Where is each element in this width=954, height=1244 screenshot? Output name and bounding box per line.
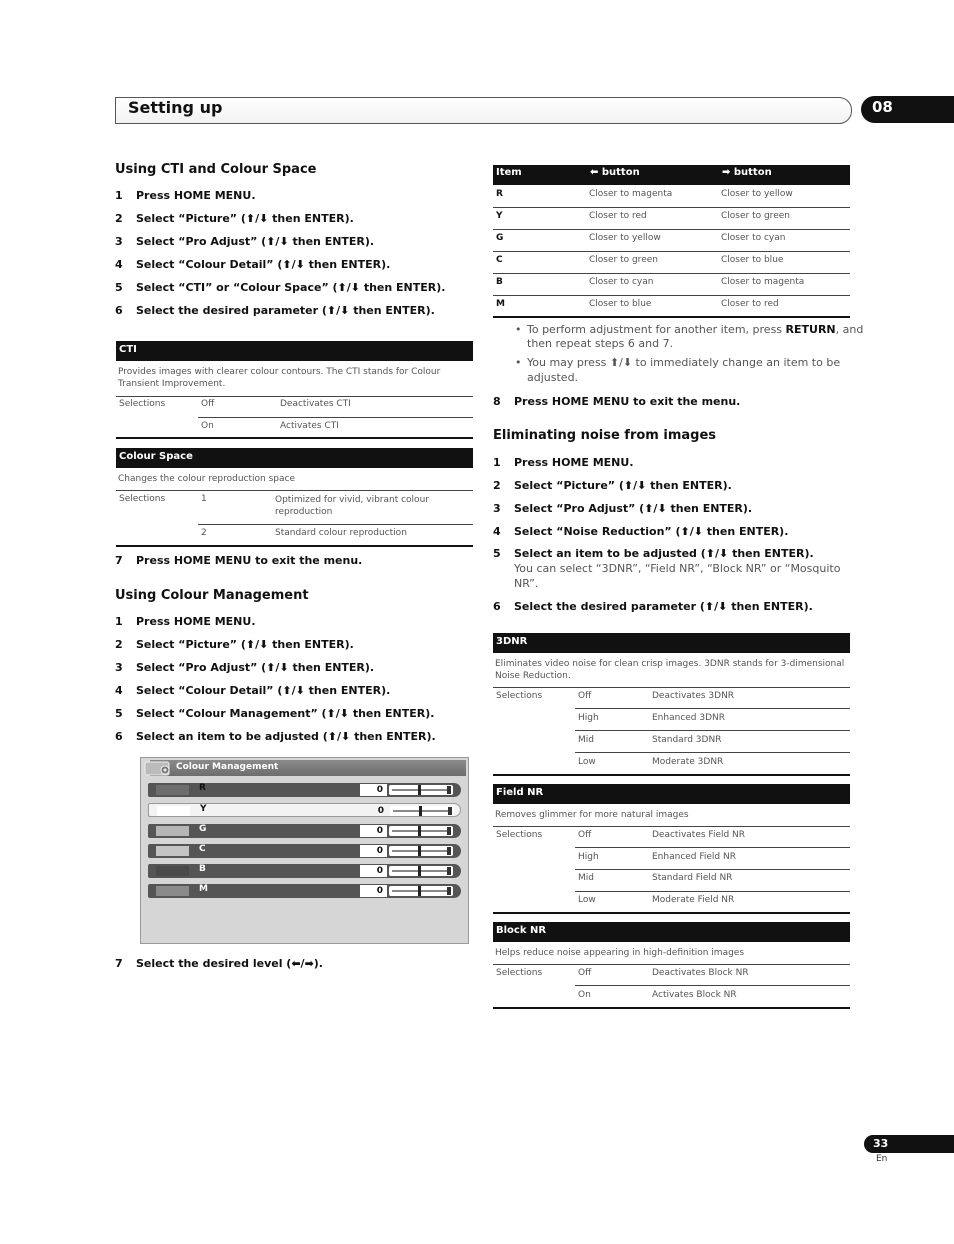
selections-label: Selections <box>496 830 543 840</box>
cti-box-description: Provides images with clearer colour contours. The CTI stands for Colour Transient Improvement. <box>118 367 441 389</box>
table-cell: Closer to red <box>589 211 647 221</box>
table-cell: Closer to green <box>721 211 790 221</box>
step-item: 3 Select “Pro Adjust” (⬆/⬇ then ENTER). <box>493 502 753 515</box>
field-nr-option-box <box>493 784 850 826</box>
colour-space-box-description: Changes the colour reproduction space <box>118 474 295 484</box>
option-value: On <box>201 421 214 431</box>
palette-icon <box>144 760 172 776</box>
table-cell: Closer to red <box>721 299 779 309</box>
step-item: 6 Select the desired parameter (⬆/⬇ then ENTER). <box>493 600 813 613</box>
step-note: NR”. <box>514 577 539 590</box>
option-description: Deactivates Block NR <box>652 968 749 978</box>
block-nr-box-description: Helps reduce noise appearing in high-definition images <box>495 948 745 958</box>
block-nr-box-title: Block NR <box>493 922 850 942</box>
option-value: Off <box>578 968 592 978</box>
divider <box>493 912 850 914</box>
option-value: Low <box>578 895 596 905</box>
cm-row-value: 0 <box>360 825 387 837</box>
cm-row-label: B <box>199 864 206 874</box>
table-cell: Closer to yellow <box>721 189 793 199</box>
cm-row-label: G <box>199 824 207 834</box>
table-cell: Closer to magenta <box>721 277 805 287</box>
bullet-dot: • <box>515 356 522 369</box>
bullet-dot: • <box>515 323 522 336</box>
colour-swatch <box>156 846 189 856</box>
cm-row-label: C <box>199 844 206 854</box>
step-item: 7 Select the desired level (⬅/➡). <box>115 957 323 970</box>
table-cell: Closer to blue <box>721 255 784 265</box>
option-description: Standard 3DNR <box>652 735 722 745</box>
option-description: Moderate Field NR <box>652 895 735 905</box>
step-item: 4 Select “Noise Reduction” (⬆/⬇ then ENTER). <box>493 525 789 538</box>
level-slider <box>389 826 453 836</box>
step-item: 5 Select “Colour Management” (⬆/⬇ then ENTER). <box>115 707 435 720</box>
table-cell: Closer to blue <box>589 299 652 309</box>
divider <box>493 207 850 208</box>
table-cell: Closer to cyan <box>589 277 654 287</box>
3dnr-option-box <box>493 633 850 687</box>
option-value: Mid <box>578 735 594 745</box>
level-slider <box>389 785 453 795</box>
cm-row-label: R <box>199 783 206 793</box>
language-code: En <box>876 1154 888 1164</box>
level-slider <box>389 866 453 876</box>
option-value: 1 <box>201 494 207 504</box>
step-item: 4 Select “Colour Detail” (⬆/⬇ then ENTER). <box>115 258 391 271</box>
step-item: 5 Select an item to be adjusted (⬆/⬇ then ENTER). <box>493 547 814 560</box>
colour-management-heading: Using Colour Management <box>115 588 309 603</box>
cm-row-value: 0 <box>377 806 384 816</box>
option-description: Activates Block NR <box>652 990 737 1000</box>
cti-option-box <box>116 341 473 393</box>
divider <box>575 730 850 731</box>
cm-row-r <box>148 783 461 797</box>
table-cell: Y <box>496 211 503 221</box>
option-description: Deactivates Field NR <box>652 830 746 840</box>
table-cell: C <box>496 255 503 265</box>
step-note: You can select “3DNR”, “Field NR”, “Block NR” or “Mosquito <box>514 562 841 575</box>
table-cell: R <box>496 189 503 199</box>
screen-title: Colour Management <box>176 762 279 772</box>
divider <box>493 687 850 688</box>
colour-space-box-title: Colour Space <box>116 448 473 468</box>
step-item: 5 Select “CTI” or “Colour Space” (⬆/⬇ then ENTER). <box>115 281 446 294</box>
divider <box>493 295 850 296</box>
cm-row-c <box>148 844 461 858</box>
table-header-cell: ⬅ button <box>590 167 640 178</box>
block-nr-option-box <box>493 922 850 964</box>
option-description: Deactivates CTI <box>280 399 351 409</box>
step-item: 1 Press HOME MENU. <box>115 189 256 202</box>
field-nr-box-description: Removes glimmer for more natural images <box>495 810 689 820</box>
cm-row-value: 0 <box>360 784 387 796</box>
cm-row-g <box>148 824 461 838</box>
option-description: Standard Field NR <box>652 873 733 883</box>
cm-row-label: M <box>199 884 208 894</box>
divider <box>493 229 850 230</box>
divider <box>198 417 473 418</box>
divider <box>575 847 850 848</box>
cm-row-b <box>148 864 461 878</box>
bullet-text: then repeat steps 6 and 7. <box>527 337 674 350</box>
option-description: Moderate 3DNR <box>652 757 724 767</box>
divider <box>198 524 473 525</box>
option-value: Off <box>578 830 592 840</box>
page-title: Setting up <box>128 98 223 117</box>
cm-row-label: Y <box>200 804 207 814</box>
table-cell: Closer to yellow <box>589 233 661 243</box>
cm-row-value: 0 <box>360 885 387 897</box>
divider <box>575 869 850 870</box>
option-value: On <box>578 990 591 1000</box>
option-description: Standard colour reproduction <box>275 528 407 538</box>
option-description: Enhanced 3DNR <box>652 713 726 723</box>
table-cell: G <box>496 233 504 243</box>
colour-swatch <box>156 826 189 836</box>
divider <box>493 826 850 827</box>
cm-row-m <box>148 884 461 898</box>
noise-heading: Eliminating noise from images <box>493 428 717 443</box>
selections-label: Selections <box>119 494 166 504</box>
table-cell: Closer to magenta <box>589 189 673 199</box>
divider <box>493 964 850 965</box>
step-item: 2 Select “Picture” (⬆/⬇ then ENTER). <box>493 479 732 492</box>
table-header-cell: ➡ button <box>722 167 772 178</box>
step-item: 1 Press HOME MENU. <box>115 615 256 628</box>
step-item: 3 Select “Pro Adjust” (⬆/⬇ then ENTER). <box>115 235 375 248</box>
cm-row-value: 0 <box>360 845 387 857</box>
step-item: 6 Select an item to be adjusted (⬆/⬇ then ENTER). <box>115 730 436 743</box>
option-description: Enhanced Field NR <box>652 852 736 862</box>
colour-swatch <box>157 806 190 816</box>
divider <box>116 490 473 491</box>
level-slider <box>390 806 454 816</box>
selections-label: Selections <box>496 691 543 701</box>
colour-space-option-box <box>116 448 473 488</box>
bullet-text: To perform adjustment for another item, press RETURN, and <box>527 323 864 336</box>
option-value: 2 <box>201 528 207 538</box>
bullet-text: You may press ⬆/⬇ to immediately change an item to be <box>527 356 841 369</box>
table-cell: M <box>496 299 505 309</box>
divider <box>493 251 850 252</box>
divider <box>116 437 473 439</box>
divider <box>493 774 850 776</box>
table-header-cell: Item <box>496 167 522 178</box>
cm-row-value: 0 <box>360 865 387 877</box>
option-description: Deactivates 3DNR <box>652 691 735 701</box>
option-value: High <box>578 713 599 723</box>
field-nr-box-title: Field NR <box>493 784 850 804</box>
option-description: Optimized for vivid, vibrant colour reproduction <box>275 495 429 517</box>
option-value: Off <box>578 691 592 701</box>
divider <box>116 396 473 397</box>
step-item: 8 Press HOME MENU to exit the menu. <box>493 395 741 408</box>
option-value: High <box>578 852 599 862</box>
step-item: 6 Select the desired parameter (⬆/⬇ then ENTER). <box>115 304 435 317</box>
step-item: 4 Select “Colour Detail” (⬆/⬇ then ENTER). <box>115 684 391 697</box>
option-value: Low <box>578 757 596 767</box>
3dnr-box-description: Eliminates video noise for clean crisp images. 3DNR stands for 3-dimensional Noise Reduction. <box>495 659 845 681</box>
header-bar <box>115 97 852 124</box>
divider <box>575 985 850 986</box>
3dnr-box-title: 3DNR <box>493 633 850 653</box>
divider <box>493 316 850 318</box>
level-slider <box>389 886 453 896</box>
option-value: Off <box>201 399 215 409</box>
option-description: Activates CTI <box>280 421 339 431</box>
cti-box-title: CTI <box>116 341 473 361</box>
colour-swatch <box>156 866 189 876</box>
table-cell: Closer to cyan <box>721 233 786 243</box>
chapter-number: 08 <box>872 98 893 116</box>
step-item: 2 Select “Picture” (⬆/⬇ then ENTER). <box>115 638 354 651</box>
selections-label: Selections <box>119 399 166 409</box>
divider <box>575 891 850 892</box>
level-slider <box>389 846 453 856</box>
colour-swatch <box>156 785 189 795</box>
selections-label: Selections <box>496 968 543 978</box>
divider <box>493 1007 850 1009</box>
table-cell: Closer to green <box>589 255 658 265</box>
bullet-text: adjusted. <box>527 371 579 384</box>
table-header <box>493 165 850 185</box>
step-item: 2 Select “Picture” (⬆/⬇ then ENTER). <box>115 212 354 225</box>
cm-row-y-selected <box>148 803 461 817</box>
divider <box>575 752 850 753</box>
step-item: 3 Select “Pro Adjust” (⬆/⬇ then ENTER). <box>115 661 375 674</box>
option-value: Mid <box>578 873 594 883</box>
divider <box>116 545 473 547</box>
colour-swatch <box>156 886 189 896</box>
table-cell: B <box>496 277 503 287</box>
divider <box>493 273 850 274</box>
step-item: 7 Press HOME MENU to exit the menu. <box>115 554 363 567</box>
cti-heading: Using CTI and Colour Space <box>115 162 317 177</box>
step-item: 1 Press HOME MENU. <box>493 456 634 469</box>
page-number: 33 <box>873 1137 889 1150</box>
divider <box>575 708 850 709</box>
